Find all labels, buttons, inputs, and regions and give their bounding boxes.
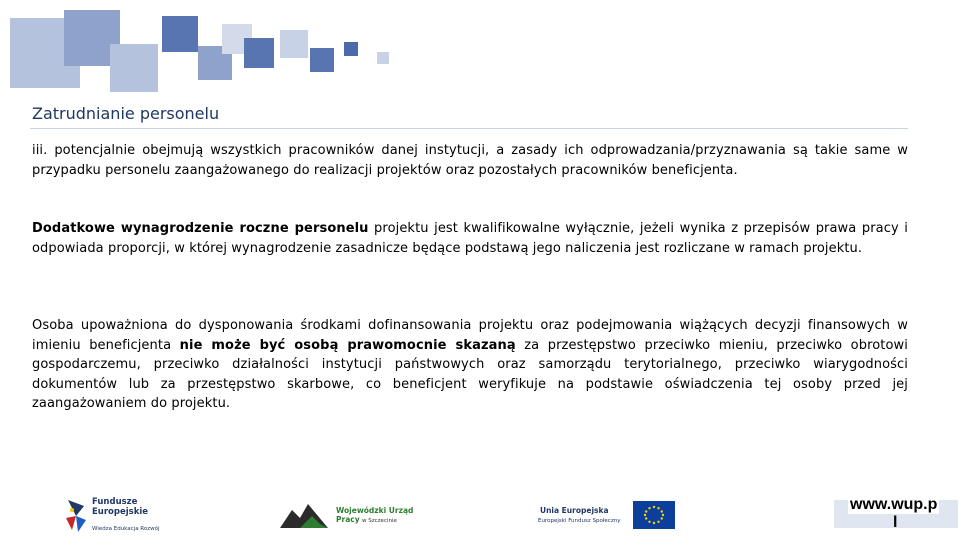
paragraph-3-text-b: za przestępstwo przeciwko mieniu, przeciwko obrotowi gospodarczemu, przeciwko działalności instytucji państwowych oraz samorządu terytorialnego, przeciwko wiarygodności dokumentów lub za przestępstwo skarbowe, co beneficjent weryfikuje na podstawie oświadczenia tej osoby przed jej zaangażowaniem do projektu. xyxy=(32,337,908,411)
fe-line2: Europejskie xyxy=(92,506,149,517)
page-title: Zatrudnianie personelu xyxy=(32,104,220,123)
decor-square xyxy=(110,44,158,92)
decor-square xyxy=(244,38,274,68)
fe-tagline: Wiedza Edukacja Rozwój xyxy=(92,526,160,532)
fe-line1: Fundusze xyxy=(92,497,138,507)
wup-logo xyxy=(278,496,438,536)
paragraph-1: iii. potencjalnie obejmują wszystkich pracowników danej instytucji, a zasady ich odprowadzania/przyznawania są takie same w przypadku personelu zaangażowanego do realizacji projektów oraz pozostałych pracowników beneficjenta. xyxy=(32,143,908,178)
paragraph-2 xyxy=(32,219,908,258)
wup-name: Wojewódzki Urząd Pracy xyxy=(336,506,414,524)
title-divider xyxy=(30,128,908,129)
ue-name: Unia Europejska xyxy=(540,506,609,515)
decor-square xyxy=(310,48,334,72)
wup-emblem-icon xyxy=(278,498,330,532)
decor-square xyxy=(377,52,389,64)
wup-city: w Szczecinie xyxy=(362,518,397,524)
paragraph-3 xyxy=(32,316,908,414)
fe-name xyxy=(92,498,148,517)
ue-logo xyxy=(538,500,678,532)
fundusze-europejskie-logo xyxy=(64,494,184,538)
paragraph-2-bold: Dodatkowe wynagrodzenie roczne personelu xyxy=(32,221,369,236)
decor-square xyxy=(162,16,198,52)
eu-flag-icon xyxy=(633,501,675,529)
decor-square xyxy=(280,30,308,58)
paragraph-3-bold: nie może być osobą prawomocnie skazaną xyxy=(179,337,516,353)
decor-square xyxy=(344,42,358,56)
ue-fund: Europejski Fundusz Społeczny xyxy=(538,518,621,524)
website-url[interactable]: www.wup.p xyxy=(850,496,938,513)
paragraph-2-text: projektu jest kwalifikowalne wyłącznie, jeżeli wynika z przepisów prawa pracy i odpowiada proporcji, w której wynagrodzenie zasadnicze będące podstawą jego naliczenia jest rozliczane w ramach projektu. xyxy=(32,221,908,256)
footer-logos xyxy=(0,490,960,540)
paragraph-3-text-a: Osoba upoważniona do dysponowania środkami dofinansowania projektu oraz podejmowania wiążących decyzji finansowych w imieniu beneficjenta xyxy=(32,318,908,353)
fe-star-icon xyxy=(64,496,88,534)
website-url-end[interactable]: l xyxy=(893,514,898,531)
